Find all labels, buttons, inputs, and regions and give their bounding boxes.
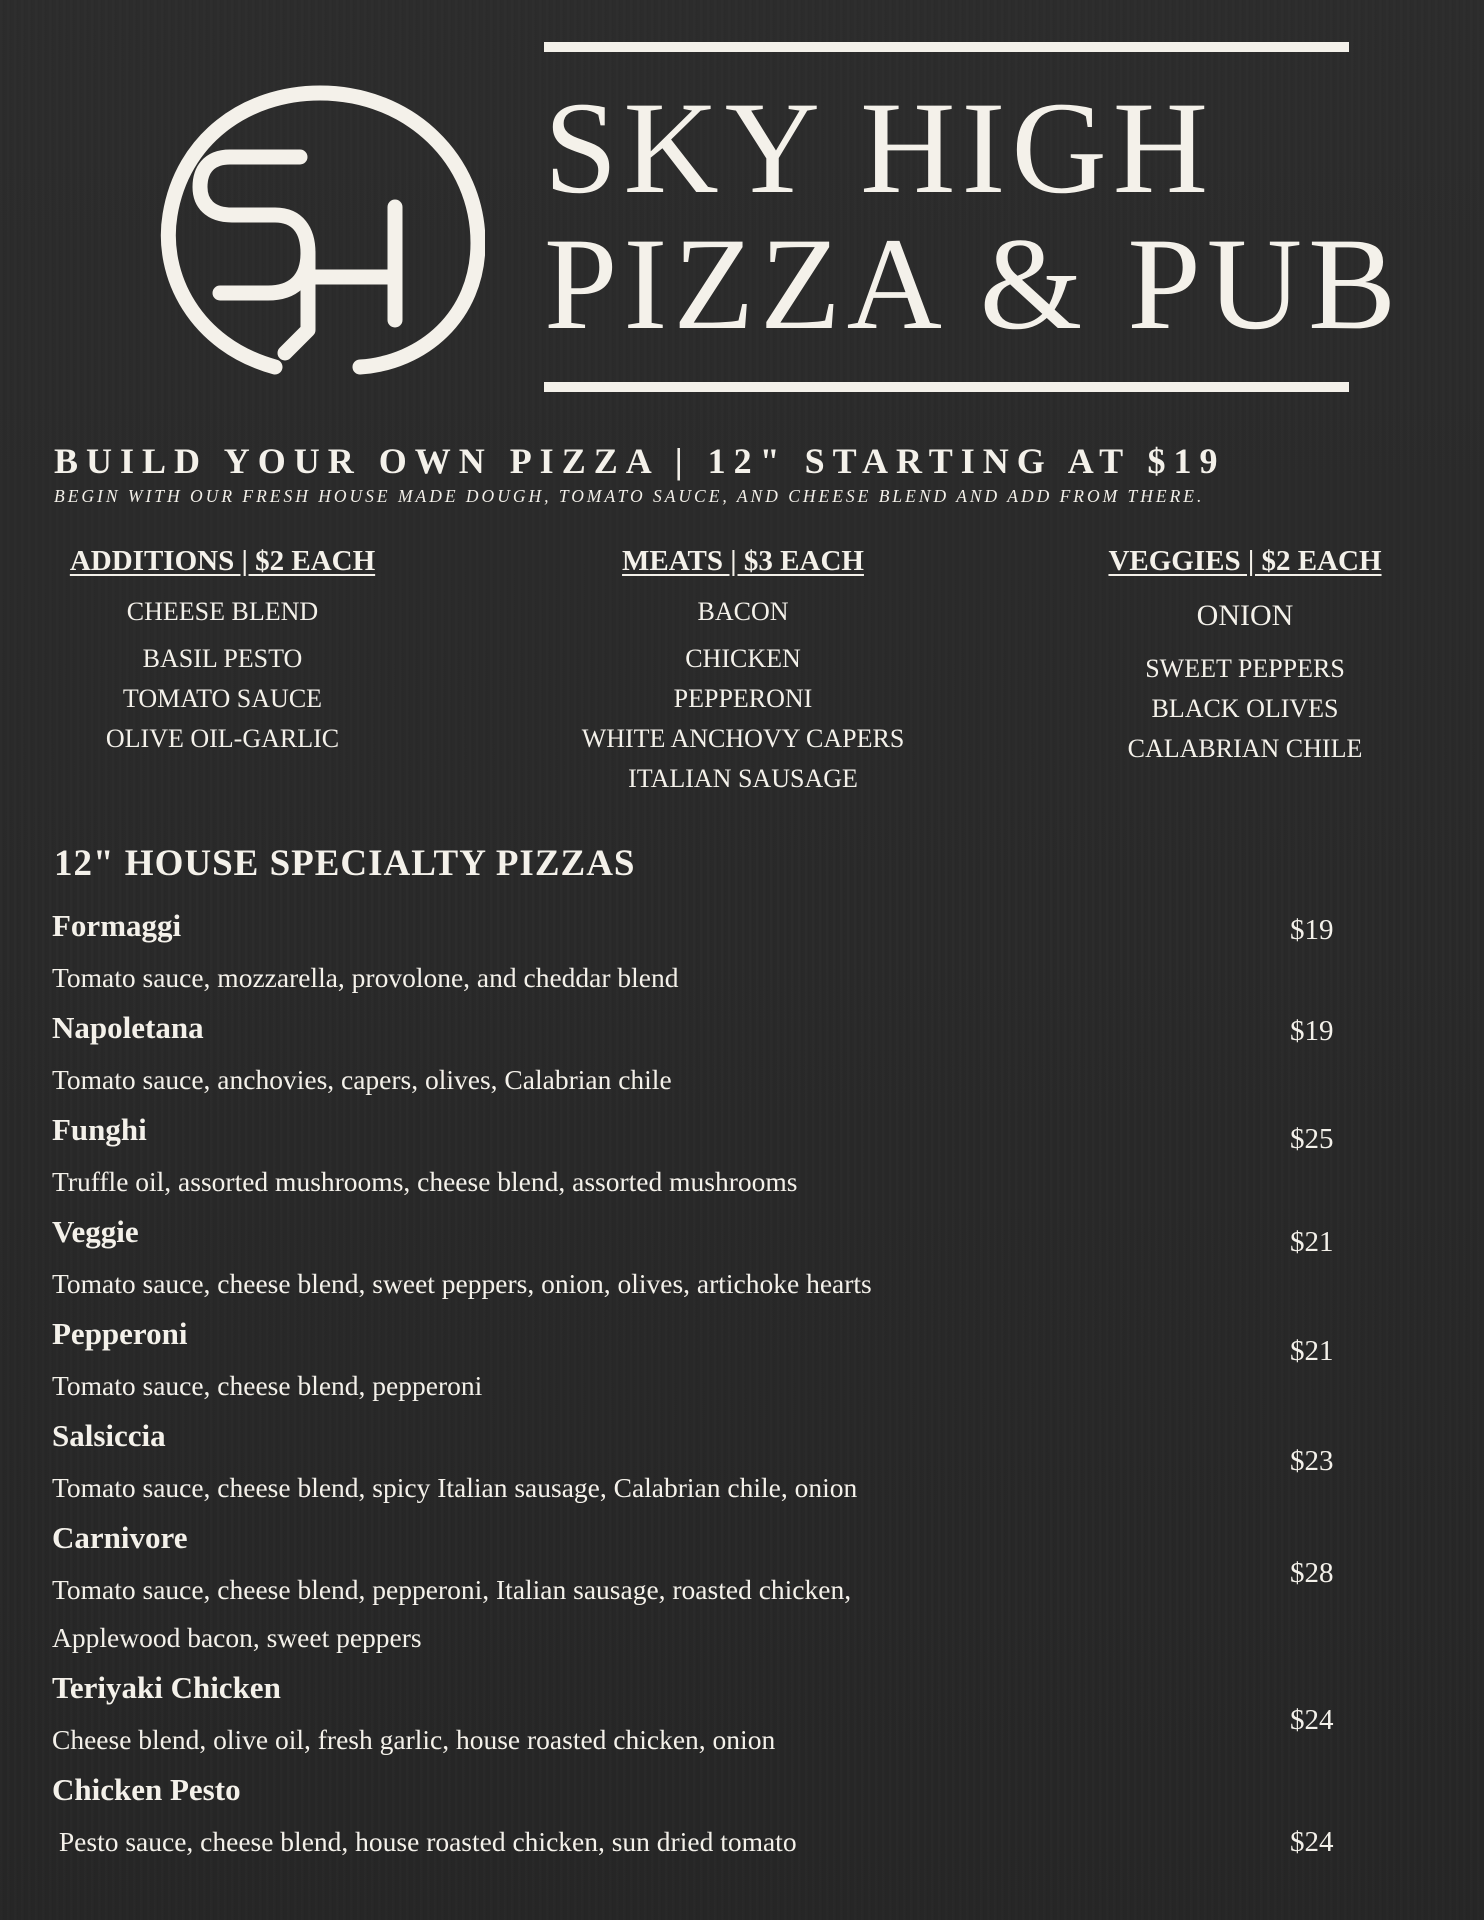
restaurant-name-line2: PIZZA & PUB bbox=[544, 210, 1403, 357]
header-rule-top bbox=[544, 42, 1349, 52]
restaurant-name-line1: SKY HIGH bbox=[544, 74, 1215, 221]
pizza-description: Tomato sauce, cheese blend, pepperoni bbox=[52, 1370, 483, 1401]
pizza-price: $23 bbox=[1290, 1445, 1334, 1477]
addition-item: OLIVE OIL-GARLIC bbox=[105, 724, 340, 753]
pizza-description: Tomato sauce, anchovies, capers, olives, Calabrian chile bbox=[52, 1064, 672, 1095]
specialty-pizzas-heading: 12" HOUSE SPECIALTY PIZZAS bbox=[54, 843, 636, 884]
pizza-price: $24 bbox=[1290, 1704, 1334, 1736]
pizza-name: Chicken Pesto bbox=[52, 1772, 241, 1807]
pizza-description: Cheese blend, olive oil, fresh garlic, house roasted chicken, onion bbox=[52, 1724, 776, 1755]
meat-item: ITALIAN SAUSAGE bbox=[628, 764, 858, 793]
pizza-description: Applewood bacon, sweet peppers bbox=[52, 1622, 422, 1653]
pizza-description: Tomato sauce, cheese blend, sweet peppers, onion, olives, artichoke hearts bbox=[52, 1268, 872, 1299]
pizza-name: Pepperoni bbox=[52, 1316, 188, 1351]
addition-item: TOMATO SAUCE bbox=[122, 684, 323, 713]
pizza-description: Tomato sauce, cheese blend, pepperoni, Italian sausage, roasted chicken, bbox=[52, 1574, 852, 1605]
veggies-column bbox=[1055, 545, 1435, 763]
pizza-name: Teriyaki Chicken bbox=[52, 1670, 281, 1705]
pizza-name: Napoletana bbox=[52, 1010, 204, 1045]
build-your-own-subheading: BEGIN WITH OUR FRESH HOUSE MADE DOUGH, TOMATO SAUCE, AND CHEESE BLEND AND ADD FROM THERE. bbox=[54, 486, 1205, 506]
meats-column bbox=[553, 545, 933, 793]
pizza-price: $21 bbox=[1290, 1226, 1334, 1258]
veggies-heading: VEGGIES | $2 EACH bbox=[1108, 545, 1382, 577]
pizza-description: Tomato sauce, cheese blend, spicy Italian sausage, Calabrian chile, onion bbox=[52, 1472, 858, 1503]
meat-item: BACON bbox=[697, 597, 789, 626]
pizza-price: $19 bbox=[1290, 1015, 1334, 1047]
veggie-item: CALABRIAN CHILE bbox=[1127, 734, 1363, 763]
pizza-name: Carnivore bbox=[52, 1520, 188, 1555]
veggie-item: SWEET PEPPERS bbox=[1145, 654, 1345, 683]
pizza-name: Formaggi bbox=[52, 908, 182, 943]
header-rule-bottom bbox=[544, 382, 1349, 392]
pizza-description: Tomato sauce, mozzarella, provolone, and cheddar blend bbox=[52, 962, 679, 993]
pizza-name: Salsiccia bbox=[52, 1418, 166, 1453]
meat-item: PEPPERONI bbox=[673, 684, 813, 713]
build-your-own-heading: BUILD YOUR OWN PIZZA | 12" STARTING AT $19 bbox=[54, 441, 1226, 481]
additions-column bbox=[30, 545, 415, 753]
meat-item: WHITE ANCHOVY CAPERS bbox=[581, 724, 905, 753]
pizza-price: $24 bbox=[1290, 1826, 1334, 1858]
veggie-item: ONION bbox=[1196, 599, 1294, 632]
meat-item: CHICKEN bbox=[685, 644, 801, 673]
pizza-name: Veggie bbox=[52, 1214, 139, 1249]
pizza-description: Truffle oil, assorted mushrooms, cheese blend, assorted mushrooms bbox=[52, 1166, 798, 1197]
pizza-price: $21 bbox=[1290, 1335, 1334, 1367]
addition-item: BASIL PESTO bbox=[142, 644, 303, 673]
pizza-name: Funghi bbox=[52, 1112, 147, 1147]
pizza-price: $19 bbox=[1290, 914, 1334, 946]
pizza-price: $25 bbox=[1290, 1123, 1334, 1155]
pizza-price: $28 bbox=[1290, 1557, 1334, 1589]
veggie-item: BLACK OLIVES bbox=[1151, 694, 1339, 723]
sh-logo bbox=[160, 85, 485, 375]
additions-heading: ADDITIONS | $2 EACH bbox=[69, 545, 376, 577]
meats-heading: MEATS | $3 EACH bbox=[622, 545, 864, 577]
pizza-description: Pesto sauce, cheese blend, house roasted chicken, sun dried tomato bbox=[52, 1826, 797, 1857]
addition-item: CHEESE BLEND bbox=[126, 597, 319, 626]
